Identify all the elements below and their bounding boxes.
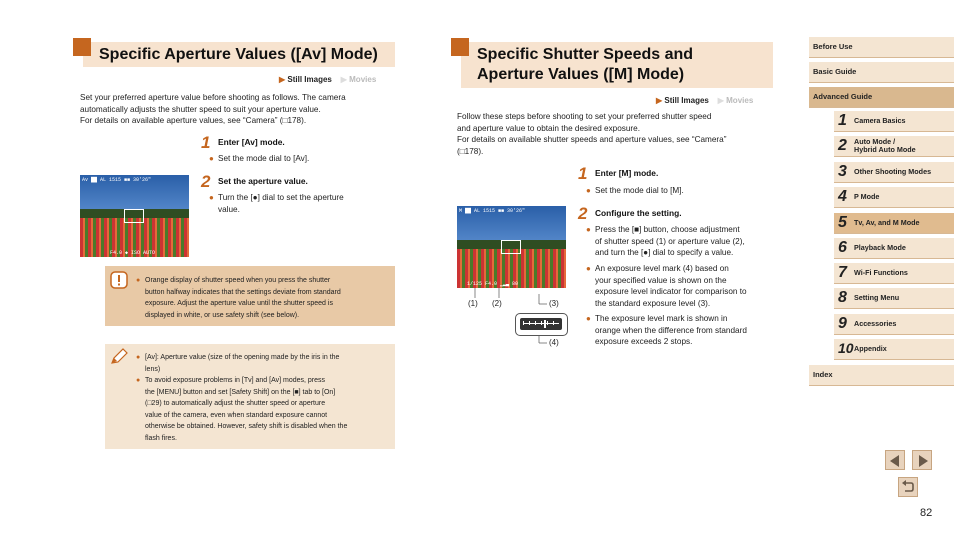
bullet-text: your specified value is shown on the xyxy=(595,275,727,285)
tag-still-images: Still Images xyxy=(664,96,709,105)
step-title: Set the aperture value. xyxy=(218,176,308,186)
chapter-camera-basics[interactable] xyxy=(834,111,954,132)
photo-hud-bottom: 1/125 F4.0 ▁▂▃ 80 xyxy=(467,281,519,287)
caution-box xyxy=(105,266,395,326)
left-section-title: Specific Aperture Values ([Av] Mode) xyxy=(99,46,378,63)
triangle-icon: ▶ xyxy=(279,75,286,84)
bullet-text: Turn the [●] dial to set the aperture xyxy=(218,193,344,202)
exposure-scale xyxy=(520,318,562,330)
right-intro xyxy=(457,111,777,157)
note-line: value of the camera, even when standard exposure cannot xyxy=(145,411,328,419)
bullet-dot: ● xyxy=(586,264,591,273)
sidebar-index[interactable] xyxy=(809,365,954,386)
photo-hud-top: Av ██ AL 1515 ■■ 30'26" xyxy=(82,177,152,183)
bullet-text: and turn the [●] dial to specify a value. xyxy=(595,248,734,257)
chapter-label: Auto Mode / xyxy=(854,137,896,146)
af-frame xyxy=(124,209,144,223)
tag-movies: Movies xyxy=(349,75,377,84)
tag-still-images: Still Images xyxy=(287,75,332,84)
bullet-text: Press the [■] button, choose adjustment xyxy=(595,225,740,234)
caution-line: exposure. Adjust the aperture value until the shutter speed is xyxy=(145,300,333,307)
callout-1: (1) xyxy=(468,299,478,308)
callout-4: (4) xyxy=(549,338,559,347)
return-button[interactable] xyxy=(898,477,918,497)
note-line: To avoid exposure problems in [Tv] and [Av] modes, press xyxy=(145,377,326,384)
m-mode-screen-photo xyxy=(457,206,566,288)
bullet-text: of shutter speed (1) or aperture value (2), xyxy=(595,236,745,246)
bullet-text: An exposure level mark (4) based on xyxy=(595,264,729,273)
chapter-label: Playback Mode xyxy=(854,243,906,252)
bullet-dot: ● xyxy=(586,314,591,323)
exposure-level-mark xyxy=(544,320,546,328)
bullet-text: Set the mode dial to [M]. xyxy=(595,186,684,195)
left-mode-tags xyxy=(279,75,376,84)
intro-line: automatically adjusts the shutter speed to suit your aperture value. xyxy=(80,104,321,114)
intro-line: For details on available aperture values, see “Camera” (□178). xyxy=(80,116,307,125)
chapter-label: P Mode xyxy=(854,192,880,201)
caution-line: displayed in white, or use safety shift (see below). xyxy=(145,311,300,319)
chapter-number: 9 xyxy=(838,315,847,332)
chapter-label: Wi-Fi Functions xyxy=(854,268,908,277)
chapter-p-mode[interactable] xyxy=(834,187,954,208)
exposure-tick-marks xyxy=(523,321,559,325)
caution-icon xyxy=(110,271,128,289)
note-line: lens) xyxy=(145,365,161,373)
chapter-number: 5 xyxy=(838,214,847,231)
next-page-button[interactable] xyxy=(912,450,932,470)
pencil-icon xyxy=(109,348,129,366)
left-section-header xyxy=(83,42,395,67)
caution-line: Orange display of shutter speed when you press the shutter xyxy=(145,277,331,284)
sidebar-advanced-guide[interactable] xyxy=(809,87,954,108)
step-title: Enter [Av] mode. xyxy=(218,137,285,147)
left-intro xyxy=(80,92,400,127)
note-line: [Av]: Aperture value (size of the opening made by the iris in the xyxy=(145,354,340,361)
note-line: flash fires. xyxy=(145,434,177,442)
step-title: Configure the setting. xyxy=(595,208,682,218)
chapter-wifi-functions[interactable] xyxy=(834,263,954,284)
chapter-number: 7 xyxy=(838,264,847,281)
note-line: otherwise be obtained. However, safety shift is disabled when the xyxy=(145,423,348,430)
prev-page-button[interactable] xyxy=(885,450,905,470)
bullet-dot: ● xyxy=(136,354,141,361)
chapter-number: 2 xyxy=(838,137,847,154)
triangle-icon: ▶ xyxy=(717,96,724,105)
bullet-text: Set the mode dial to [Av]. xyxy=(218,154,310,163)
tag-movies: Movies xyxy=(726,96,754,105)
return-icon xyxy=(901,480,915,494)
af-frame xyxy=(501,240,521,254)
right-section-title-line1: Specific Shutter Speeds and xyxy=(477,46,694,63)
step-bullet xyxy=(586,224,780,259)
photo-hud-bottom: F4.0 ◆ ISO AUTO xyxy=(110,250,156,256)
step-title: Enter [M] mode. xyxy=(595,168,659,178)
sidebar-before-use[interactable] xyxy=(809,37,954,58)
chapter-label: Tv, Av, and M Mode xyxy=(854,218,920,227)
bullet-dot: ● xyxy=(586,225,591,234)
chapter-appendix[interactable] xyxy=(834,339,954,360)
sidebar-label: Before Use xyxy=(813,42,853,51)
chapter-number: 6 xyxy=(838,239,847,256)
bullet-dot: ● xyxy=(209,154,214,163)
right-section-header xyxy=(461,42,773,88)
note-line: the [MENU] button and set [Safety Shift] on the [■] tab to [On] xyxy=(145,388,336,396)
caution-line: button halfway indicates that the settings deviate from standard xyxy=(145,288,341,296)
chapter-other-shooting-modes[interactable] xyxy=(834,162,954,183)
note-line: (□29) to automatically adjust the shutter speed or aperture xyxy=(145,400,326,407)
bullet-dot: ● xyxy=(136,377,141,384)
step-number: 2 xyxy=(201,172,211,191)
av-mode-screen-photo xyxy=(80,175,189,257)
note-box xyxy=(105,344,395,449)
bullet-text: exposure exceeds 2 stops. xyxy=(595,337,693,346)
bullet-dot: ● xyxy=(209,193,214,202)
chapter-auto-mode[interactable] xyxy=(834,136,954,157)
step-bullet xyxy=(586,313,780,348)
chapter-label: Appendix xyxy=(854,344,887,353)
bullet-text: the standard exposure level (3). xyxy=(595,298,711,308)
intro-line: (□178). xyxy=(457,146,484,156)
triangle-icon: ▶ xyxy=(340,75,347,84)
sidebar-label: Basic Guide xyxy=(813,67,857,76)
chapter-label: Camera Basics xyxy=(854,116,906,125)
bullet-text: orange when the difference from standard xyxy=(595,325,747,335)
chapter-number: 4 xyxy=(838,188,847,205)
arrow-left-icon xyxy=(890,455,899,467)
callout-3: (3) xyxy=(549,299,559,308)
step-bullet xyxy=(209,153,398,165)
note-item xyxy=(136,352,390,375)
chapter-number: 10 xyxy=(838,340,854,356)
chapter-number: 8 xyxy=(838,289,847,306)
intro-line: and aperture value to obtain the desired exposure. xyxy=(457,123,640,133)
right-section-title-line2: Aperture Values ([M] Mode) xyxy=(477,66,685,83)
chapter-label: Setting Menu xyxy=(854,293,900,302)
step-bullet xyxy=(586,263,780,309)
chapter-tv-av-m-mode[interactable] xyxy=(834,213,954,234)
chapter-setting-menu[interactable] xyxy=(834,288,954,309)
step-number: 1 xyxy=(578,164,588,183)
chapter-label: Other Shooting Modes xyxy=(854,167,932,176)
step-number: 1 xyxy=(201,133,211,152)
intro-line: For details on available shutter speeds and aperture values, see “Camera” xyxy=(457,135,727,144)
section-marker xyxy=(451,38,469,56)
chapter-number: 1 xyxy=(838,112,847,129)
step-bullet xyxy=(209,192,398,215)
triangle-icon: ▶ xyxy=(656,96,663,105)
chapter-playback-mode[interactable] xyxy=(834,238,954,259)
sidebar-basic-guide[interactable] xyxy=(809,62,954,83)
intro-line: Follow these steps before shooting to set your preferred shutter speed xyxy=(457,112,712,121)
bullet-text: value. xyxy=(218,204,240,214)
sidebar-label: Advanced Guide xyxy=(813,92,873,101)
sidebar-label: Index xyxy=(813,370,833,379)
page-number: 82 xyxy=(920,507,933,519)
right-mode-tags xyxy=(656,96,753,105)
exposure-level-indicator xyxy=(515,313,568,336)
chapter-number: 3 xyxy=(838,163,847,180)
arrow-right-icon xyxy=(919,455,928,467)
bullet-dot: ● xyxy=(136,277,141,284)
intro-line: Set your preferred aperture value before shooting as follows. The camera xyxy=(80,93,346,102)
note-item xyxy=(136,375,393,444)
callout-2: (2) xyxy=(492,299,502,308)
bullet-text: The exposure level mark is shown in xyxy=(595,314,728,323)
step-number: 2 xyxy=(578,204,588,223)
bullet-text: exposure level indicator for comparison to xyxy=(595,287,747,296)
bullet-dot: ● xyxy=(586,186,591,195)
chapter-label: Hybrid Auto Mode xyxy=(854,145,916,154)
chapter-label: Accessories xyxy=(854,319,897,328)
chapter-accessories[interactable] xyxy=(834,314,954,335)
section-marker xyxy=(73,38,91,56)
step-bullet xyxy=(586,185,775,197)
photo-hud-top: M ██ AL 1515 ■■ 30'26" xyxy=(459,208,526,214)
caution-text xyxy=(136,275,390,321)
